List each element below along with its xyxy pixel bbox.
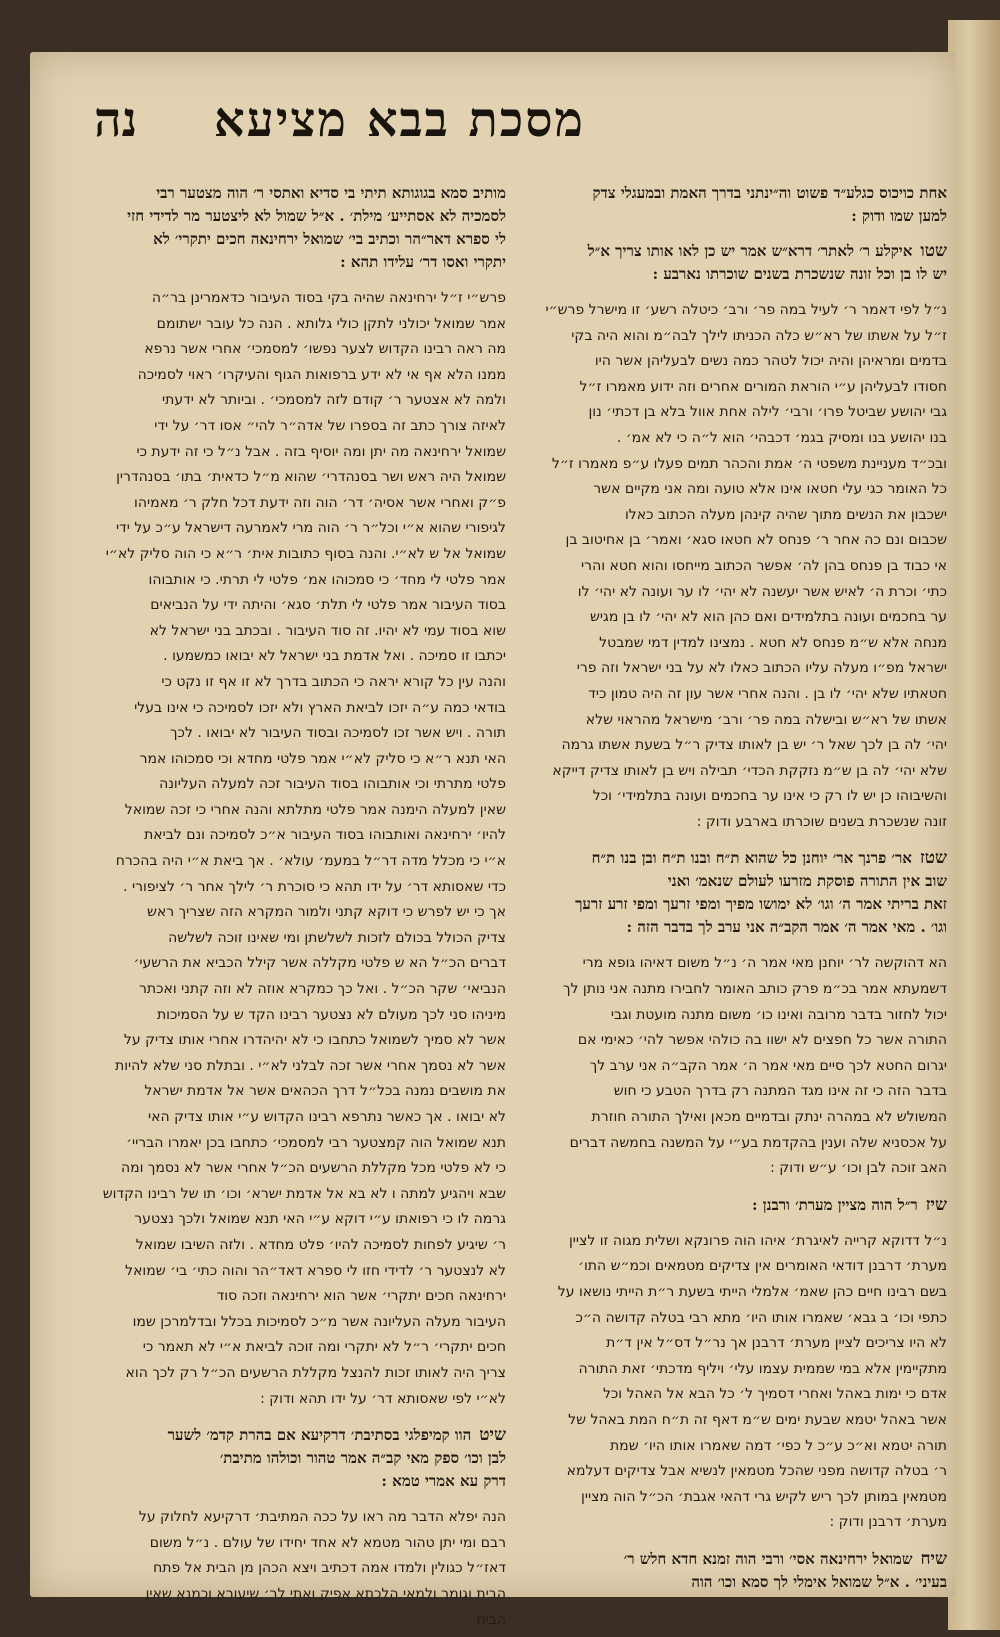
- text-line: [94, 1233, 506, 1259]
- text-line: [94, 1105, 506, 1131]
- commentary-block: [94, 286, 506, 1412]
- text-line: [94, 670, 506, 696]
- text-line: [94, 721, 506, 747]
- text-line: [517, 324, 947, 350]
- commentary-block: [517, 1229, 947, 1536]
- line-text: שאין למעלה הימנה אמר פלטי מתלתא והנה אחרי כי זכה שמואל: [124, 801, 506, 818]
- text-line: [517, 263, 947, 286]
- line-text: שמואל ירחינאה אסי׳ ורבי הוה זמנא חדא חלש ר׳: [623, 1549, 913, 1568]
- line-text: ר״ל הוה מציין מערת׳ ורבנן :: [752, 1195, 918, 1214]
- section-marker: שיח: [920, 1548, 947, 1569]
- text-line: [517, 1194, 947, 1217]
- line-text: בדבר הזה כי זה אינו מגד המתנה רק בדרך הטבע כי חוש: [613, 1083, 947, 1100]
- text-line: [94, 1424, 506, 1447]
- line-text: כתפי וכו׳ ב גבא׳ שאמרו אותו היו׳ מתא רבי בטלה קדושה ה״כ: [575, 1309, 947, 1326]
- line-text: כל האומר כגי עלי חטאו אינו אלא טועה ומה אני מקיים אשר: [593, 481, 947, 498]
- line-text: חסודו לבעליהן ע״י הוראת המורים אחרים וזה ידוע מאמרו ז״ל: [579, 378, 947, 395]
- line-text: ישראל מפ״ו מעלה עליו הכתוב כאלו לא על בני ישראל וזה פרי: [576, 660, 947, 677]
- text-line: [517, 1331, 947, 1357]
- section-marker: שטו: [920, 241, 947, 261]
- line-text: כי לא פלטי מכל מקללת הרשעים הכ״ל אחרי אשר לא נסמך ומה: [120, 1160, 506, 1177]
- text-line: [517, 1229, 947, 1255]
- text-line: [94, 1505, 506, 1531]
- text-line: [517, 1028, 947, 1054]
- line-text: כדי שאסותא דר׳ על ידו תהא כי סוכרת ר׳ לילך אחר ר׳ לציפורי .: [123, 878, 506, 895]
- text-line: [94, 1003, 506, 1029]
- line-text: אשר לא נסמך אחרי אשר זכה לבלני לא״י . ובתלת סני שלא להיות: [115, 1057, 506, 1074]
- text-line: [517, 1382, 947, 1408]
- line-text: ר׳ בטלה קדושה מפני שהכל מטמאין לנשיא אבל צדיקים דעלמא: [566, 1463, 947, 1480]
- text-line: [94, 951, 506, 977]
- commentary-block: [517, 298, 947, 835]
- text-line: [517, 477, 947, 503]
- line-text: א״י כי מכלל מדה דר״ל במעמ׳ עולא׳ . אך ביאת א״י היה בהכרח: [115, 853, 506, 870]
- text-line: [94, 388, 506, 414]
- right-text-column: [517, 182, 947, 1591]
- line-text: מותיב סמא בגוגותא תיתי בי סדיא ואתסי ר׳ הוה מצטער רבי: [156, 184, 506, 202]
- line-text: הא דהוקשה לר׳ יוחנן מאי אמר ה׳ נ״ל משום דאיהו גופא מרי: [582, 955, 947, 972]
- line-text: זאת בריתי אמר ה׳ וגו׳ לא ימושו מפיך ומפי זרעך ומפי זרע זרעך: [575, 895, 947, 914]
- line-text: זונה שנשכרת בשנים שוכרתו בארבע ודוק :: [696, 813, 947, 830]
- text-line: [94, 1447, 506, 1470]
- text-line: [94, 1361, 506, 1387]
- line-text: המשולש לא במהרה ינתק ובדמיים מכאן ואילך התורה חוזרת: [591, 1109, 947, 1126]
- text-line: [517, 205, 947, 228]
- passage-block: [517, 182, 947, 228]
- line-text: לא״י לפי שאסותא דר׳ על ידו תהא ודוק :: [260, 1390, 506, 1407]
- text-line: [517, 426, 947, 452]
- line-text: דשמעתא אמר בכ״מ פרק כותב האומר לחבירו מתנה אני נותן לך: [562, 981, 947, 998]
- line-text: יכתבו זו סמיכה . ואל אדמת בני ישראל לא יבואו כמשמעו .: [163, 648, 506, 665]
- text-line: [94, 823, 506, 849]
- text-line: [517, 240, 947, 263]
- commentary-block: [517, 951, 947, 1181]
- line-text: אשתו של רא״ש ובישלה במה פר׳ ורב׳ מישראל מהראוי שלא: [585, 711, 947, 728]
- text-line: [94, 696, 506, 722]
- text-line: [517, 375, 947, 401]
- text-line: [517, 631, 947, 657]
- passage-block: [517, 240, 947, 286]
- text-line: [94, 286, 506, 312]
- line-text: שוא בסוד עמי לא יהיו. זה סוד העיבור . ובכתב בני ישראל לא: [149, 622, 506, 639]
- text-line: [517, 1485, 947, 1511]
- text-line: [517, 893, 947, 916]
- line-text: מנחה אלא ש״מ פנחס לא חטא . נמצינו למדין דמי שמבטל: [599, 634, 947, 651]
- text-line: [517, 977, 947, 1003]
- text-line: [94, 205, 506, 228]
- text-line: [517, 847, 947, 870]
- text-line: [94, 491, 506, 517]
- text-line: [94, 619, 506, 645]
- line-text: שלא יהי׳ לה בן ש״מ נזקקת הכדי׳ תבילה ויש בן לאותו צדיק דייקא: [552, 762, 947, 779]
- text-line: [517, 1131, 947, 1157]
- line-text: לגיפורי שהוא א״י וכל״ר ר׳ הוה מרי לאמרעה דישראל ע״כ על ידי: [116, 520, 506, 537]
- line-text: שמואל היה ראש ושר בסנהדרי׳ שהוא מ״ל כדאית׳ בתו׳ בסנהדרין: [116, 469, 506, 486]
- folio-number: נה: [94, 92, 138, 148]
- text-line: [517, 1306, 947, 1332]
- line-text: אשר באהל יטמא שבעת ימים ש״מ דאף זה ת״ח המת באהל של: [568, 1411, 947, 1428]
- line-text: חטאתיו שלא יהי׳ לו בן . והנה אחרי אשר עון זה היה טמון כיד: [588, 685, 947, 702]
- line-text: בסוד העיבור אמר פלטי לי תלת׳ סגא׳ והיתה ידי על הנביאים: [150, 597, 506, 614]
- line-text: נ״ל דדוקא קרייה לאיגרת׳ איהו הוה פרונקא ושלית מגוה זו לציין: [568, 1232, 947, 1249]
- line-text: יש לו בן וכל זונה שנשכרת בשנים שוכרתו נארבע :: [652, 265, 947, 283]
- text-line: [517, 870, 947, 893]
- line-text: דרק עא אמרי טמא :: [381, 1472, 506, 1491]
- text-line: [94, 747, 506, 773]
- line-text: אך כי יש לפרש כי דוקא קתני ולמור המקרא הזה שצריך ראש: [146, 904, 506, 921]
- text-line: [517, 580, 947, 606]
- line-text: האב זוכה לבן וכו׳ ע״ש ודוק :: [770, 1160, 947, 1177]
- text-line: [94, 337, 506, 363]
- line-text: ער בחכמים ועונה בתלמידים ואם כהן הוא לא יהי׳ לו בן מגיש: [590, 609, 947, 626]
- line-text: אמר פלטי לי מחד׳ כי סמכוהו אמ׳ פלטי לי תרתי. כי אותבוהו: [148, 571, 506, 588]
- line-text: ממנו הלא אף אי לא ידע ברפואות הגוף והעיקרו׳ ראוי לסמיכה: [137, 366, 506, 383]
- text-line: [94, 1470, 506, 1493]
- text-line: [517, 1156, 947, 1182]
- line-text: ובכ״ד מעניינת משפטי ה׳ אמת והכהר תמים פעלו ע״פ מאמרו ז״ל: [551, 455, 947, 472]
- line-text: העיבור מעלה העליונה אשר מ״כ לסמיכות בכלל ובדלמרכן שמו: [132, 1313, 506, 1330]
- line-text: למען שמו ודוק :: [851, 207, 947, 225]
- line-text: צדיק הכולל בכולם לזכות לשלשתן ומי שאינו זוכה לשלשה: [168, 929, 506, 946]
- text-line: [517, 298, 947, 324]
- text-line: [94, 182, 506, 205]
- text-line: [94, 1556, 506, 1582]
- left-text-column: [94, 182, 506, 1628]
- page-header: [30, 92, 955, 162]
- text-line: [94, 798, 506, 824]
- text-line: [517, 951, 947, 977]
- line-text: בודאי כמה ע״ה יזכו לביאת הארץ ולא יזכו לסמיכה כי אינו בעלי: [134, 699, 506, 716]
- text-line: [94, 1131, 506, 1157]
- line-text: רבם ומי יתן טהור מטמא לא אחד יחידו של עולם . נ״ל משום: [149, 1534, 506, 1551]
- line-text: מה ראה רבינו הקדוש לצער נפשו׳ למסמכי׳ אחרי אשר נרפא: [144, 341, 506, 358]
- text-line: [517, 452, 947, 478]
- text-line: [517, 1459, 947, 1485]
- tractate-title: מסכת בבא מציעא: [213, 92, 585, 148]
- line-text: הוו קמיפלגי בסתיבת׳ דרקיעא אם בהרת קדמ׳ לשער: [167, 1426, 472, 1445]
- text-line: [517, 554, 947, 580]
- text-line: [94, 440, 506, 466]
- passage-block: [94, 1424, 506, 1493]
- line-text: לא לנצטער ר׳ לדידי חזו לי ספרא דאד״הר והוה כתי׳ בי׳ שמואל: [125, 1262, 506, 1279]
- text-line: [94, 849, 506, 875]
- line-text: הנביאי׳ שקר הכ״ל . ואל כך כמקרא אוזה לא וזה קתני ואכתר: [139, 981, 506, 998]
- line-text: לסמכיה לא אסתייע׳ מילת׳ . א״ל שמול לא ליצטער מר לדידי חזי: [127, 207, 506, 225]
- text-line: [517, 1054, 947, 1080]
- line-text: הבית וגומר ולמאי הלכתא אפיק ואתי לר׳ שיעורא וכמנא שאין: [145, 1585, 506, 1602]
- text-line: [94, 1582, 506, 1608]
- section-marker: שיז: [925, 1194, 947, 1215]
- line-text: גרמה לו כי רפואתו ע״י דוקא ע״י האי תנא שמואל ולכך נצטער: [134, 1211, 506, 1228]
- line-text: יתקרי ואסו דר׳ עלידו תהא :: [340, 253, 506, 271]
- text-line: [94, 977, 506, 1003]
- text-line: [517, 708, 947, 734]
- text-line: [517, 528, 947, 554]
- text-line: [94, 312, 506, 338]
- text-line: [517, 1548, 947, 1571]
- text-line: [94, 414, 506, 440]
- text-line: [94, 1207, 506, 1233]
- text-line: [517, 916, 947, 939]
- line-text: מערת׳ דרבנן ודוק :: [829, 1514, 947, 1531]
- line-text: לאיזה צורך כתב זה בספרו של אדה״ר להי״ אסו דר׳ על ידי: [154, 417, 506, 434]
- line-text: תנא שמואל הוה קמצטער רבי למסמכי׳ כתחבו בכן יאמרו הבריי׳: [126, 1134, 506, 1151]
- line-text: ז״ל על אשתו של רא״ש כלה הכניתו לילך לבה״מ והוא היה בקי: [571, 327, 947, 344]
- text-line: [517, 759, 947, 785]
- text-line: [517, 1510, 947, 1536]
- text-line: [517, 182, 947, 205]
- text-line: [517, 1571, 947, 1594]
- text-line: [94, 1284, 506, 1310]
- line-text: יהי׳ לה בן לכך שאל ר׳ יש בן לאותו צדיק ר״ל בשעת אשתו גרמה: [561, 737, 947, 754]
- line-text: לי ספרא דאר״הר וכתיב בי׳ שמואל ירחינאה חכים יתקרי׳ לא: [153, 230, 506, 248]
- line-text: דברים הכ״ל הא ש פלטי מקללה אשר קילל הכביא את הרשעי׳: [133, 955, 506, 972]
- line-text: בדמים ומראיהן והיה יכול לטהר כמה נשים לבעליהן אשר היו: [594, 353, 947, 370]
- line-text: שמואל ירחינאה מה יתן ומה יוסיף בזה . אבל נ״ל כי זה ידעת כי: [136, 443, 506, 460]
- line-text: ר׳ שיגיע לפחות לסמיכה להיו׳ פלט מחדא . ולזה השיבו שמואל: [135, 1236, 506, 1253]
- line-text: ישכבון את הנשים מתוך שהיה קינהן מעלה הכתוב כאלו: [624, 506, 947, 523]
- text-line: [517, 1003, 947, 1029]
- text-line: [517, 682, 947, 708]
- line-text: אמר שמואל יכולני לתקן כולי גלותא . הנה כל עובר ישתומם: [156, 315, 506, 332]
- text-line: [517, 1408, 947, 1434]
- line-text: מתקיימין אלא במי שממית עצמו עלי׳ ויליף מדכתי׳ זאת התורה: [578, 1360, 947, 1377]
- text-line: [517, 810, 947, 836]
- passage-block: [517, 847, 947, 939]
- text-line: [517, 1079, 947, 1105]
- line-text: שכבום ונם כה אחר ר׳ פנחס לא חטאו סגא׳ ואמר׳ בן אחיטוב בן: [565, 532, 947, 549]
- line-text: לא היו צריכים לציין מערת׳ דרבנן אך נר״ל דס״ל אין ד״ת: [606, 1335, 947, 1352]
- line-text: את מושבים נמנה בכל״ל דרך הכהאים אשר אל אדמת ישראל: [144, 1083, 506, 1100]
- line-text: התורה אשר כל חפצים לא ישוו בה כולהי אפשר להי׳ כאימי אם: [577, 1032, 947, 1049]
- text-line: [94, 644, 506, 670]
- line-text: תורה . ויש אשר זכו לסמיכה ובסוד העיבור לא יבואו . לכך: [170, 725, 506, 742]
- text-line: [517, 605, 947, 631]
- text-line: [94, 1028, 506, 1054]
- text-line: [517, 349, 947, 375]
- line-text: ירחינאה חכים יתקרי׳ אשר הוא ירחינאה וזכה סוד: [216, 1288, 506, 1305]
- line-text: והשיבוהו כן יש לו רק כי אינו ער בחכמים ועונה בתלמידי׳ וכל: [592, 788, 947, 805]
- text-line: [94, 1156, 506, 1182]
- line-text: וגו׳ . מאי אמר ה׳ אמר הקב״ה אני ערב לך בדבר הזה :: [626, 918, 947, 937]
- text-line: [517, 784, 947, 810]
- book-page: [30, 52, 955, 1628]
- text-line: [94, 1054, 506, 1080]
- text-line: [94, 875, 506, 901]
- text-line: [94, 363, 506, 389]
- line-text: בשם רבינו חיים כהן שאמ׳ אלמלי הייתי בשעת ר״ת הייתי נושאו על: [557, 1284, 947, 1300]
- text-line: [94, 1182, 506, 1208]
- passage-block: [94, 182, 506, 274]
- line-text: האי תנא ר״א כי סליק לא״י אמר פלטי מחדא וכי סמכוהו אמר: [139, 750, 506, 767]
- line-text: מטמאין במותן לכך ריש לקיש גרי דהאי אגבת׳ הכ״ל הוה מציין: [581, 1488, 947, 1505]
- passage-block: [517, 1548, 947, 1594]
- line-text: פרש״י ז״ל ירחינאה שהיה בקי בסוד העיבור כדאמרינן בר״ה: [151, 290, 506, 306]
- line-text: איקלע ר׳ לאתר׳ דרא״ש אמר יש כן לאו אותו צריך א״ל: [587, 242, 913, 260]
- text-line: [94, 1608, 506, 1634]
- line-text: אחת כויכוס כגלע״ד פשוט וה״ינתני בדרך האמת ובמעגלי צדק: [592, 184, 947, 202]
- line-text: יכול לחזור בדבר מרובה ואינו כו׳ משום מתנה מועטת וגבי: [610, 1006, 947, 1023]
- line-text: שמואל אל ש לא״י. והנה בסוף כתובות אית׳ ר״א כי הוה סליק לא״י: [105, 545, 506, 562]
- text-line: [517, 1280, 947, 1306]
- line-text: חכים יתקרי׳ ר״ל לא יתקרי ומה זוכה לביאת א״י לא תאמר כי: [142, 1339, 506, 1356]
- text-line: [94, 1259, 506, 1285]
- line-text: גבי יהושע שביטל פרו׳ ורבי׳ לילה אחת אוול בלא בן דכתי׳ נון: [588, 404, 947, 421]
- line-text: בעיני׳ . א״ל שמואל אימלי לך סמא וכו׳ הוה: [691, 1572, 947, 1591]
- line-text: צריך היה לאותו זכות להנצל מקללת הרשעים הכ״ל רק לכך הוא: [125, 1364, 506, 1381]
- next-page-edge: [948, 20, 1000, 1630]
- text-line: [94, 251, 506, 274]
- text-line: [94, 542, 506, 568]
- line-text: אדם כי ימות באהל ואחרי דסמיך ל׳ כל הבא אל האהל וכל: [602, 1386, 947, 1403]
- text-line: [517, 1254, 947, 1280]
- line-text: פלטי מתרתי וכי אותבוהו בסוד העיבור זכה למעלה העליונה: [159, 776, 506, 793]
- line-text: יגרום החטא לכך סיים מאי אמר ה׳ אמר הקב״ה אני ערב לך: [589, 1057, 947, 1074]
- line-text: הנה יפלא הדבר מה ראו על ככה המתיבת׳ דרקיעא לחלוק על: [138, 1509, 506, 1526]
- text-line: [517, 1357, 947, 1383]
- line-text: דאז״ל כגולין ולמדו אמה דכתיב ויצא הכהן מן הבית אל פתח: [153, 1560, 506, 1577]
- text-line: [94, 465, 506, 491]
- section-marker: שטז: [919, 848, 947, 869]
- line-text: מערת׳ דרבנן דודאי האומרים אין צדיקים מטמאים וכמ״ש התו׳: [578, 1258, 947, 1275]
- text-line: [94, 1310, 506, 1336]
- line-text: ולמה לא אצטער ר׳ קודם לזה למסמכי׳ . וביותר לא ידעתי: [161, 392, 506, 409]
- text-line: [94, 516, 506, 542]
- line-text: על אכסניא שלה וענין בהקדמת בע״י על המשנה בחמשה דברים: [569, 1134, 947, 1151]
- text-line: [94, 926, 506, 952]
- line-text: לא יבואו . אך כאשר נתרפא רבינו הקדוש ע״י אותו צדיק האי: [148, 1109, 506, 1125]
- line-text: בנו יהושע בנו ומסיק בגמ׳ דכבהי׳ הוא ל״ה כי לא אמ׳ .: [616, 429, 947, 446]
- text-line: [94, 1079, 506, 1105]
- text-line: [94, 593, 506, 619]
- line-text: פ״ק ואחרי אשר אסיה׳ דר׳ הוה וזה ידעת דכל חלק ר׳ מאמיהו: [134, 494, 506, 511]
- text-line: [94, 568, 506, 594]
- line-text: אר׳ פרנך אר׳ יוחנן כל שהוא ת״ח ובנו ת״ח ובן בנו ת״ח: [591, 849, 912, 868]
- text-line: [94, 1335, 506, 1361]
- text-line: [517, 656, 947, 682]
- line-text: אי כבוד בן פנחס בהן לה׳ אפשר הכתוב מייחסו והוא חטא והרי: [581, 557, 947, 574]
- line-text: אשר לא סמיך לשמואל כתחבו כי לא יהיהדרו אחרי אותו צדיק על: [123, 1032, 506, 1049]
- passage-block: [517, 1194, 947, 1217]
- text-line: [517, 1434, 947, 1460]
- text-line: [517, 1105, 947, 1131]
- text-line: [94, 1387, 506, 1413]
- text-line: [94, 772, 506, 798]
- line-text: להיו׳ ירחינאה ואותבוהו בסוד העיבור א״כ לסמיכה ונם לביאת: [144, 827, 506, 844]
- line-text: נ״ל לפי דאמר ר׳ לעיל במה פר׳ ורב׳ כיטלה רשע׳ זו מישרל פרש״י: [545, 302, 947, 318]
- line-text: תורה יטמא וא״כ ע״כ ל כפי׳ דמה שאמרו אותו היו׳ שמת: [609, 1437, 947, 1454]
- line-text: שבא ויהגיע למתה ו לא בא אל אדמת ישרא׳ וכו׳ תו של רבינו הקדוש: [102, 1185, 506, 1202]
- commentary-block: [94, 1505, 506, 1633]
- line-text: והנה עין כל קורא יראה כי הכתוב בדרך לא זו אף זו נקט כי: [161, 673, 506, 690]
- text-line: [517, 400, 947, 426]
- line-text: שוב אין התורה פוסקת מזרעו לעולם שנאמ׳ ואני: [667, 872, 947, 891]
- section-marker: שיט: [479, 1425, 506, 1446]
- line-text: לבן וכו׳ ספק מאי קב״ה אמר טהור וכולהו מתיבת׳: [219, 1449, 506, 1468]
- text-line: [94, 1531, 506, 1557]
- text-line: [517, 503, 947, 529]
- line-text: הבית: [476, 1611, 506, 1628]
- text-line: [94, 228, 506, 251]
- text-line: [94, 900, 506, 926]
- text-line: [517, 733, 947, 759]
- line-text: כתי׳ וכרת ה׳ לאיש אשר יעשנה לא יהי׳ לו ער ועונה לא יהי׳ לו: [577, 583, 947, 600]
- line-text: מיניהו סני לכך מעולם לא נצטער רבינו הקד ש על הסמיכות: [156, 1006, 506, 1023]
